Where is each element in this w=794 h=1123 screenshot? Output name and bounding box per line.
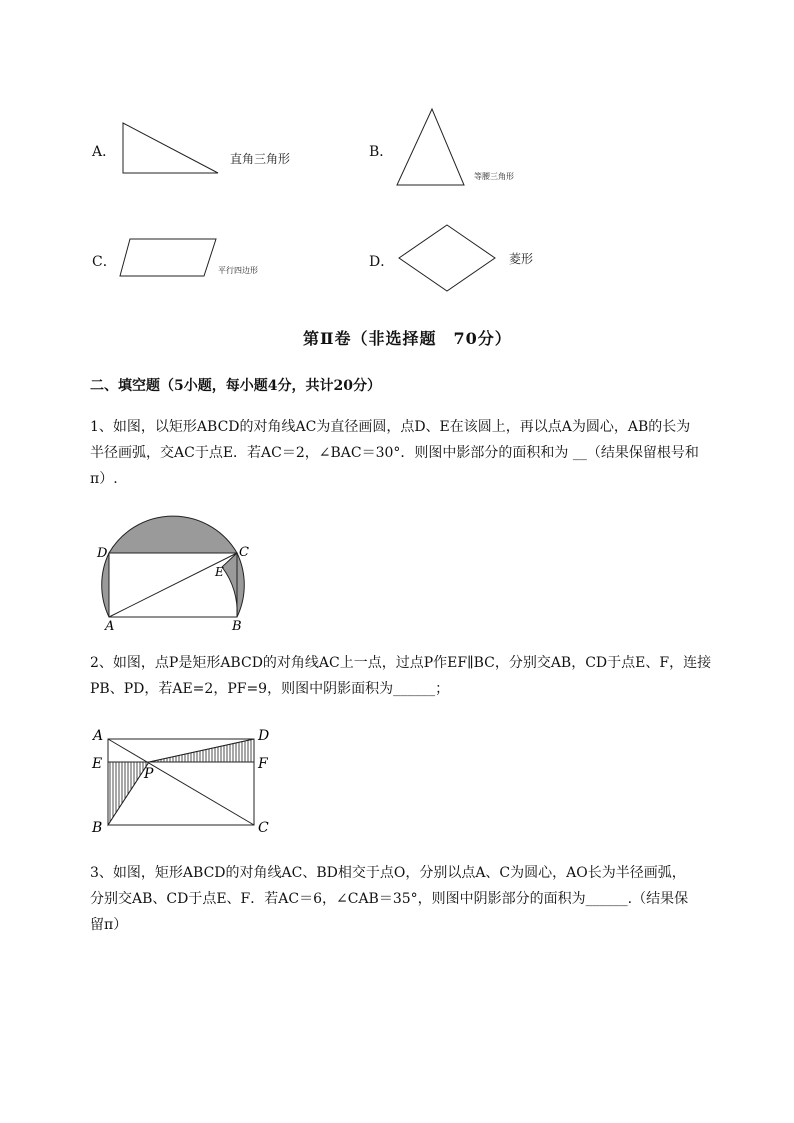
fig2-label-c: C (258, 820, 269, 836)
option-d-letter: D． (369, 254, 395, 270)
isosceles-triangle-figure (394, 106, 466, 188)
subsection-title: 二、填空题（5小题，每小题4分，共计20分） (90, 378, 381, 394)
fig2-label-b: B (92, 820, 103, 836)
question-3 (90, 860, 740, 938)
fig1-label-c: C (239, 545, 249, 560)
option-a-letter: A． (92, 144, 117, 160)
parallelogram-figure (118, 236, 218, 278)
question-2 (90, 650, 740, 702)
question-2-line-2: PB、PD，若AE=2，PF=9，则图中阴影面积为______； (90, 681, 450, 697)
section-title: 第Ⅱ卷（非选择题 70分） (303, 329, 512, 348)
rhombus-figure (396, 222, 498, 294)
fig2-label-d: D (258, 728, 270, 744)
option-c-caption: 平行四边形 (218, 266, 258, 275)
fig1-label-a: A (105, 619, 115, 634)
question-3-line-2: 分别交AB、CD于点E、F．若AC＝6，∠CAB＝35°，则图中阴影部分的面积为______.（结果保 (90, 891, 689, 907)
option-a-caption: 直角三角形 (230, 152, 291, 166)
question-1-line-3: π）. (90, 471, 118, 487)
right-triangle-figure (118, 120, 222, 176)
fig1-label-e: E (215, 565, 224, 579)
question-3-line-1: 3、如图，矩形ABCD的对角线AC、BD相交于点O，分别以点A、C为圆心，AO长为半径画弧， (90, 865, 686, 881)
fig1-label-b: B (232, 619, 242, 634)
fig2-label-p: P (144, 766, 154, 782)
question-1-line-2: 半径画弧，交AC于点E．若AC＝2，∠BAC＝30°．则图中影部分的面积和为 __（结果保留根号和 (90, 445, 699, 461)
option-d-caption: 菱形 (509, 252, 534, 266)
option-c-letter: C． (92, 254, 117, 270)
option-b-caption: 等腰三角形 (474, 172, 514, 181)
question-1 (90, 414, 740, 492)
figure-2-rectangle-diagonal (88, 722, 278, 840)
fig1-label-d: D (97, 546, 108, 561)
question-2-line-1: 2、如图，点P是矩形ABCD的对角线AC上一点，过点P作EF∥BC，分别交AB，CD于点E、F，连接 (90, 655, 712, 671)
figure-1-circle-rectangle (90, 505, 260, 637)
fig2-label-f: F (258, 756, 268, 772)
question-1-line-1: 1、如图，以矩形ABCD的对角线AC为直径画圆，点D、E在该圆上，再以点A为圆心，AB的长为 (90, 419, 691, 435)
fig2-label-a: A (93, 728, 104, 744)
fig2-label-e: E (92, 756, 103, 772)
option-b-letter: B． (369, 144, 394, 160)
question-3-line-3: 留π） (90, 917, 128, 933)
